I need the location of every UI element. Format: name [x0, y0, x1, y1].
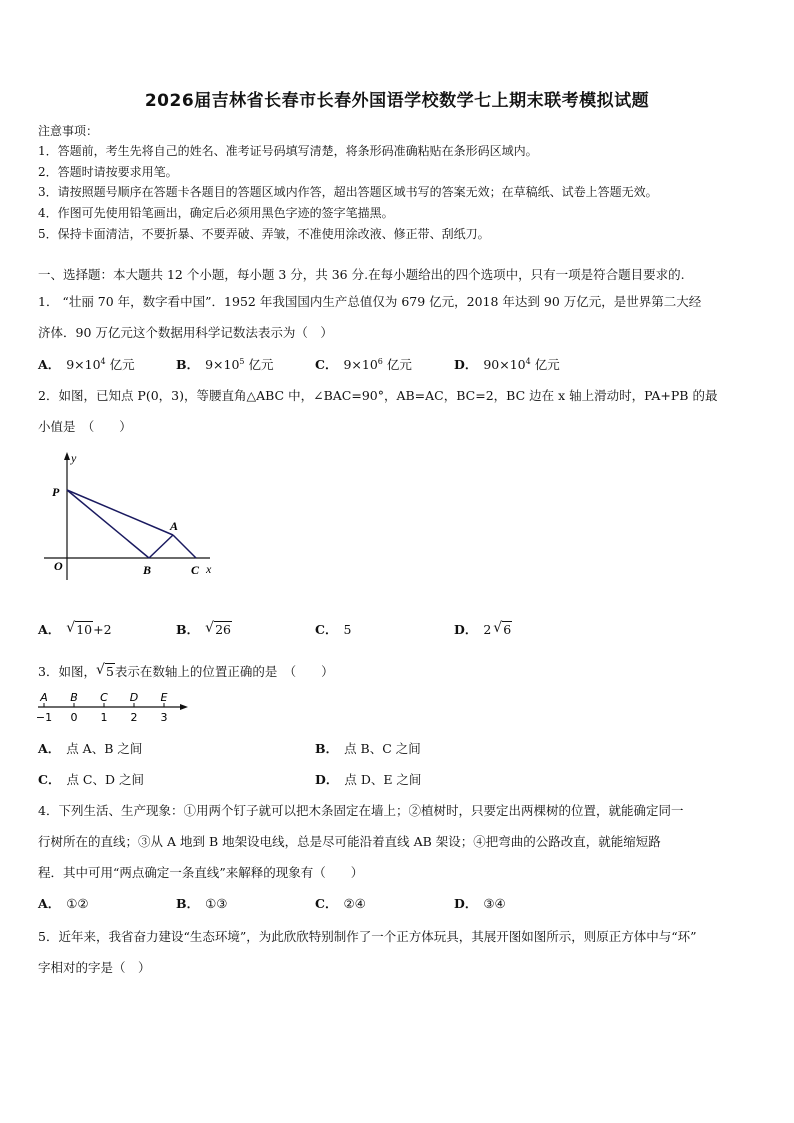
option-tail: +2	[93, 622, 112, 637]
sqrt-expression	[493, 622, 512, 637]
option-exponent: 4	[100, 357, 106, 366]
option-exponent: 6	[377, 357, 383, 366]
q1-option-a[interactable]	[38, 355, 135, 373]
number-line-tick-label: 0	[70, 711, 78, 724]
q1-line-1: 1． “壮丽 70 年，数字看中国”．1952 年我国国内生产总值仅为 679 亿元，2018 年达到 90 万亿元，是世界第二大经	[38, 294, 702, 309]
sqrt-expression	[66, 622, 93, 637]
option-text: 点 C、D 之间	[66, 772, 144, 787]
option-base: 9×10	[66, 357, 101, 372]
q3-number-line	[34, 690, 194, 728]
segment-pb	[67, 490, 149, 558]
option-base: 9×10	[205, 357, 240, 372]
number-line-tick-label: 2	[130, 711, 138, 724]
option-label: B．	[176, 357, 200, 372]
option-text: ①③	[205, 896, 228, 911]
y-axis-arrow	[64, 452, 70, 460]
q1-option-c[interactable]	[315, 355, 412, 373]
option-label: A．	[38, 896, 61, 911]
q4-option-c[interactable]	[315, 894, 366, 912]
number-line-tick-label: −1	[35, 711, 53, 724]
q1-line-2: 济体．90 万亿元这个数据用科学记数法表示为（ ）	[38, 325, 333, 340]
q2-option-d[interactable]	[454, 620, 512, 638]
option-label: C．	[315, 622, 338, 637]
label-p: P	[52, 485, 60, 499]
notice-item-1: 1．答题前，考生先将自己的姓名、准考证号码填写清楚，将条形码准确粘贴在条形码区域内。	[38, 144, 538, 158]
notice-heading: 注意事项：	[38, 124, 99, 138]
q3-suffix: 表示在数轴上的位置正确的是 （ ）	[114, 664, 334, 679]
option-label: A．	[38, 357, 61, 372]
q4-line-1: 4．下列生活、生产现象：①用两个钉子就可以把木条固定在墙上；②植树时，只要定出两棵树的位置，就能确定同一	[38, 803, 684, 818]
segment-ac	[173, 535, 196, 558]
option-label: B．	[315, 741, 339, 756]
q4-line-2: 行树所在的直线；③从 A 地到 B 地架设电线，总是尽可能沿着直线 AB 架设；④把弯曲的公路改直，就能缩短路	[38, 834, 661, 849]
option-label: D．	[454, 622, 478, 637]
option-exponent: 4	[525, 357, 531, 366]
option-unit: 亿元	[382, 357, 412, 372]
page-title: 2026届吉林省长春市长春外国语学校数学七上期末联考模拟试题	[144, 91, 650, 111]
notice-item-5: 5．保持卡面清洁，不要折暴、不要弄破、弄皱，不准使用涂改液、修正带、刮纸刀。	[38, 227, 490, 241]
radical-sign-icon: √	[493, 620, 503, 636]
number-line-arrow	[180, 704, 188, 710]
option-unit: 亿元	[105, 357, 135, 372]
option-base: 90×10	[483, 357, 526, 372]
q2-coordinate-figure	[40, 450, 230, 585]
label-c: C	[191, 563, 200, 577]
notice-item-2: 2．答题时请按要求用笔。	[38, 165, 178, 179]
option-label: A．	[38, 741, 61, 756]
option-exponent: 5	[239, 357, 245, 366]
radical-sign-icon: √	[205, 620, 214, 636]
q2-option-b[interactable]	[176, 620, 232, 638]
q1-option-b[interactable]	[176, 355, 274, 373]
q2-line-2: 小值是 （ ）	[38, 419, 132, 434]
number-line-point-label: D	[129, 691, 139, 704]
radical-sign-icon: √	[95, 662, 105, 678]
label-a: A	[170, 519, 179, 533]
option-text: ①②	[66, 896, 89, 911]
number-line-point-label: B	[70, 691, 78, 704]
option-text: 5	[343, 622, 352, 637]
q4-line-3: 程．其中可用“两点确定一条直线”来解释的现象有（ ）	[38, 865, 364, 880]
option-text: 点 D、E 之间	[344, 772, 422, 787]
radicand: 10	[76, 622, 93, 637]
option-text: ③④	[483, 896, 506, 911]
number-line-tick-label: 1	[100, 711, 108, 724]
q3-option-d[interactable]	[315, 770, 421, 788]
label-y: y	[71, 451, 77, 465]
q5-line-2: 字相对的字是（ ）	[38, 960, 151, 975]
radicand: 6	[503, 622, 512, 637]
option-label: B．	[176, 622, 200, 637]
option-label: D．	[454, 896, 478, 911]
segment-pa	[67, 490, 173, 535]
option-label: C．	[38, 772, 61, 787]
notice-item-4: 4．作图可先使用铅笔画出，确定后必须用黑色字迹的签字笔描黑。	[38, 206, 394, 220]
q3-prefix: 3．如图，	[38, 664, 96, 679]
label-x: x	[206, 562, 212, 576]
option-label: D．	[454, 357, 478, 372]
q1-option-d[interactable]	[454, 355, 560, 373]
q2-option-c[interactable]	[315, 620, 351, 638]
number-line-point-label: E	[160, 691, 168, 704]
q3-stem	[38, 662, 764, 680]
option-label: D．	[315, 772, 339, 787]
q3-option-b[interactable]	[315, 739, 421, 757]
option-label: C．	[315, 896, 338, 911]
q2-line-1: 2．如图，已知点 P(0，3)，等腰直角△ABC 中，∠BAC=90°，AB=AC，BC=2，BC 边在 x 轴上滑动时，PA+PB 的最	[38, 388, 718, 403]
option-label: B．	[176, 896, 200, 911]
q2-option-a[interactable]	[38, 620, 112, 638]
option-base: 9×10	[343, 357, 378, 372]
sqrt-expression	[96, 664, 115, 679]
label-b: B	[143, 563, 152, 577]
segment-ab	[149, 535, 173, 558]
option-unit: 亿元	[530, 357, 560, 372]
section-heading: 一、选择题：本大题共 12 个小题，每小题 3 分，共 36 分.在每小题给出的四个选项中，只有一项是符合题目要求的.	[38, 267, 685, 282]
radical-sign-icon: √	[66, 620, 76, 636]
option-label: C．	[315, 357, 338, 372]
radicand: 5	[105, 664, 114, 679]
option-text: 点 A、B 之间	[66, 741, 143, 756]
option-text: 点 B、C 之间	[344, 741, 421, 756]
number-line-tick-label: 3	[160, 711, 168, 724]
q3-option-c[interactable]	[38, 770, 144, 788]
q4-option-b[interactable]	[176, 894, 228, 912]
option-text: ②④	[343, 896, 366, 911]
q4-option-d[interactable]	[454, 894, 506, 912]
notice-item-3: 3．请按照题号顺序在答题卡各题目的答题区域内作答，超出答题区域书写的答案无效；在草稿纸、试卷上答题无效。	[38, 185, 658, 199]
number-line-point-label: A	[40, 691, 48, 704]
radicand: 26	[215, 622, 231, 637]
option-label: A．	[38, 622, 61, 637]
option-unit: 亿元	[244, 357, 274, 372]
q4-option-a[interactable]	[38, 894, 89, 912]
q5-line-1: 5．近年来，我省奋力建设“生态环境”，为此欣欣特别制作了一个正方体玩具，其展开图如图所示，则原正方体中与“环”	[38, 929, 697, 944]
option-coef: 2	[483, 622, 492, 637]
q3-option-a[interactable]	[38, 739, 142, 757]
number-line-point-label: C	[100, 691, 108, 704]
label-o: O	[54, 559, 63, 573]
sqrt-expression	[205, 622, 232, 637]
